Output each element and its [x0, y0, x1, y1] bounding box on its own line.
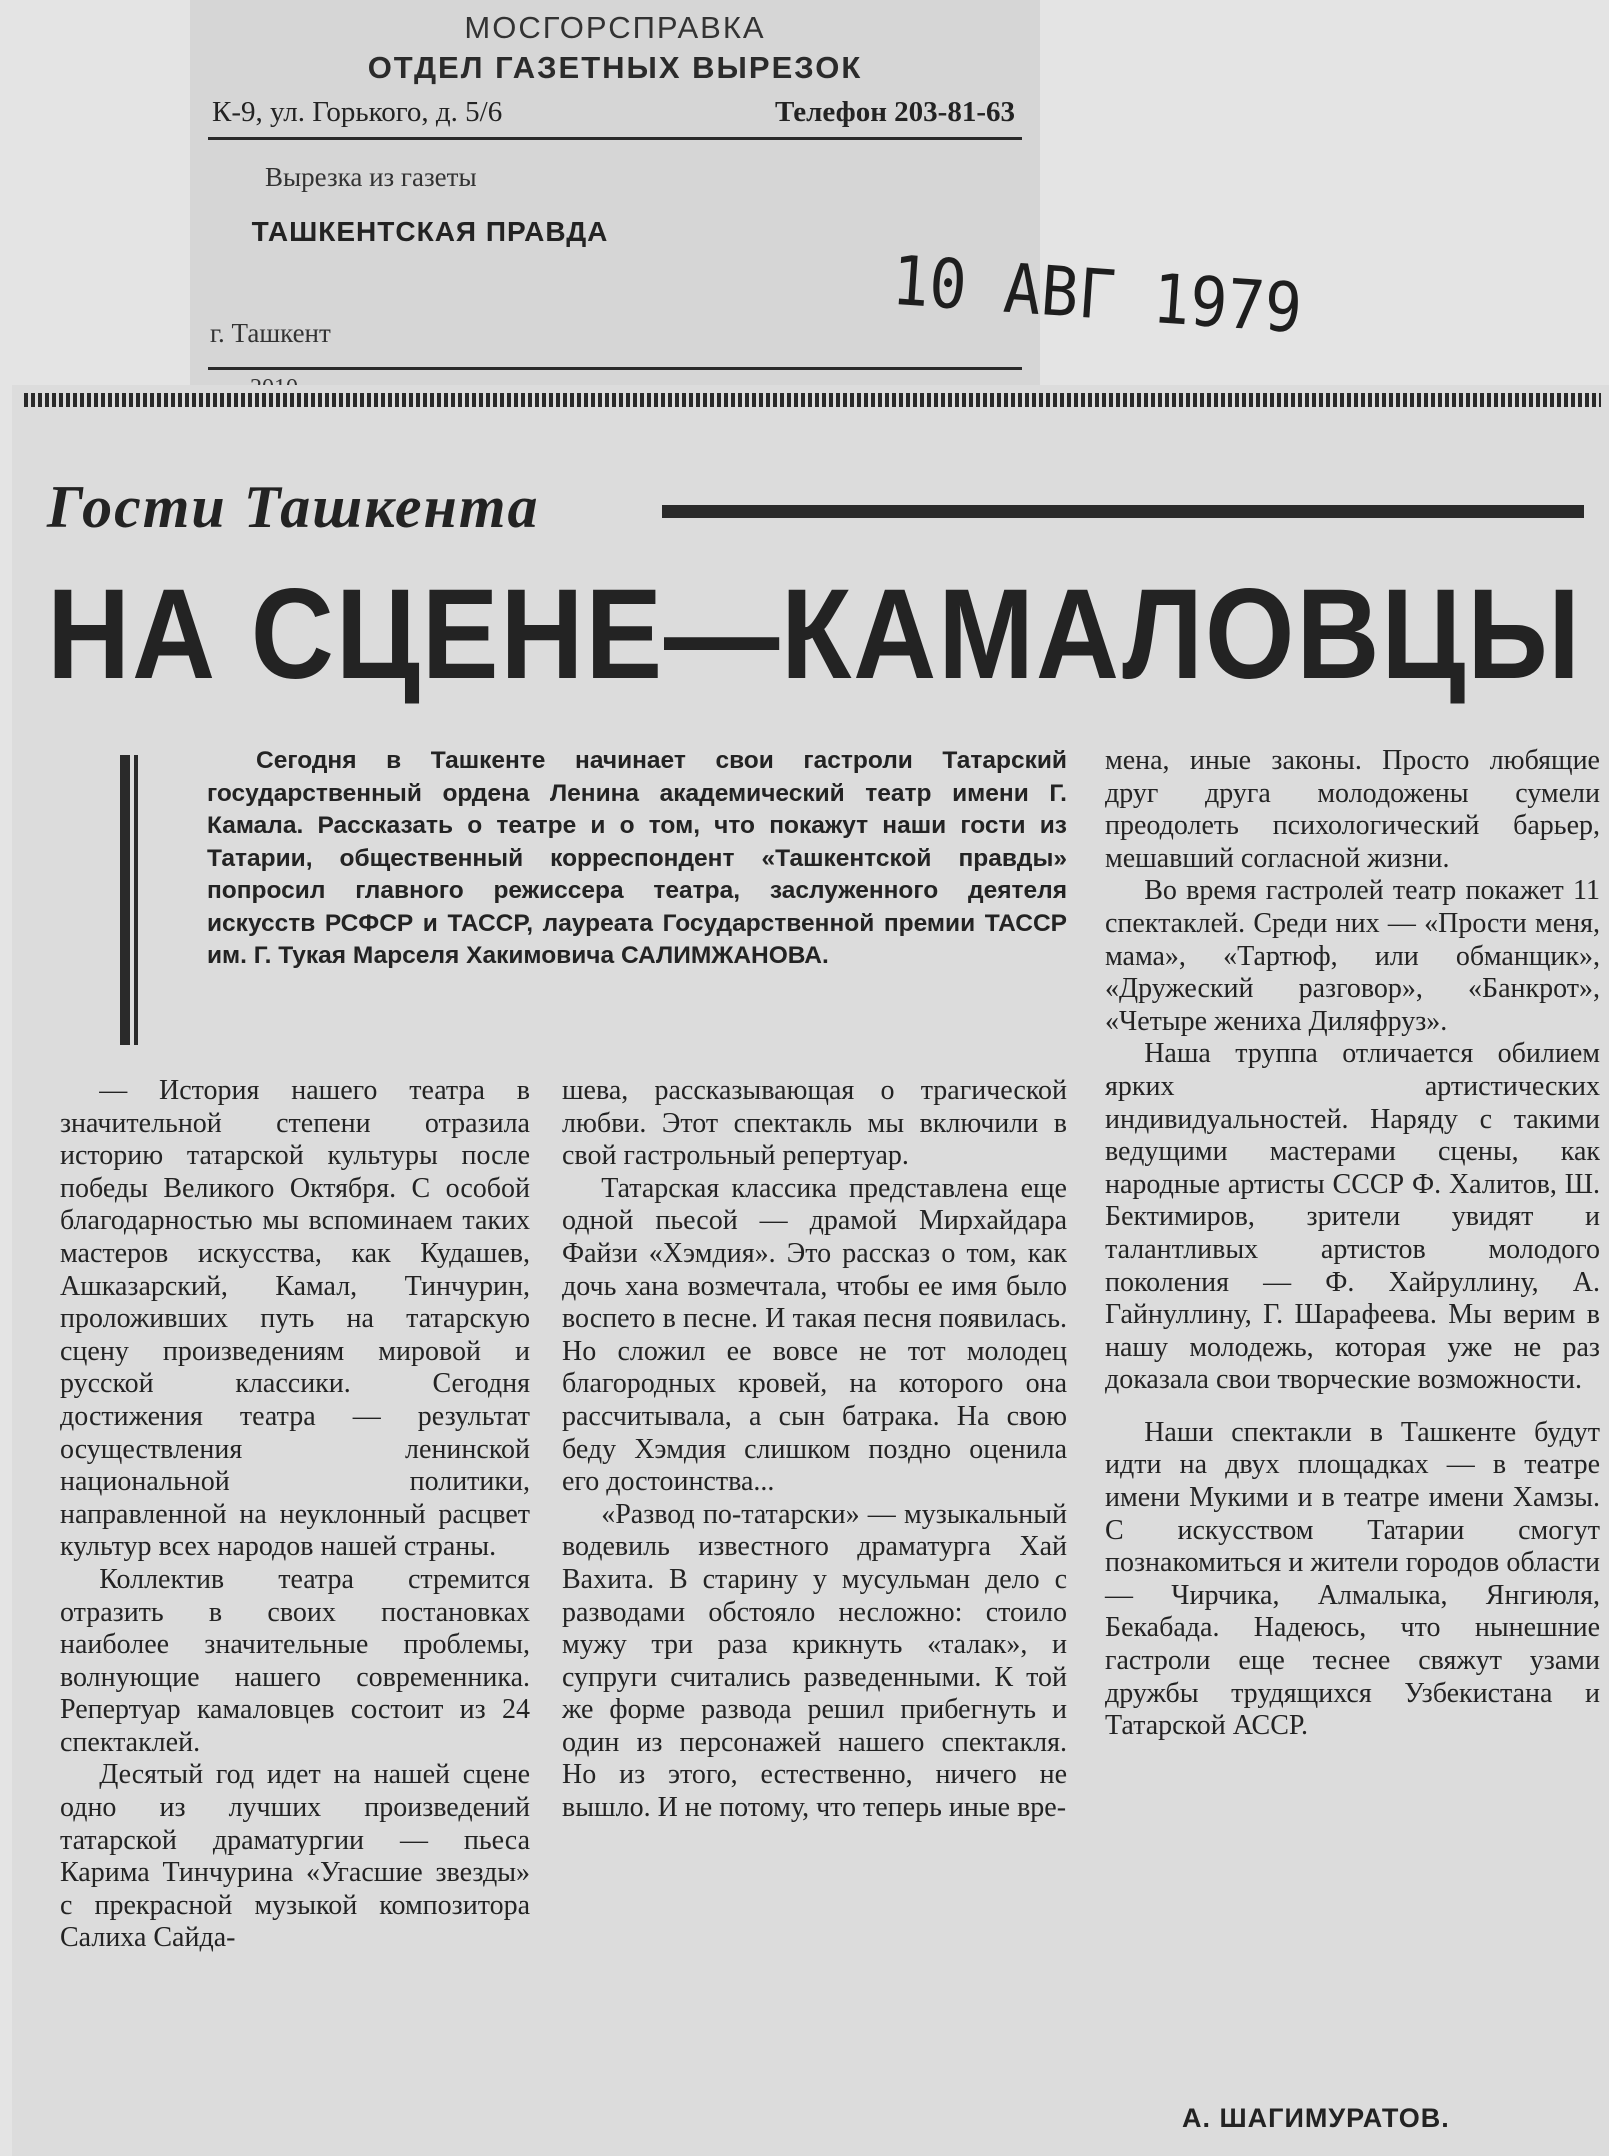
department-name: ОТДЕЛ ГАЗЕТНЫХ ВЫРЕЗОК [367, 50, 863, 85]
paragraph: Десятый год идет на нашей сцене одно из лучших произведений татарской драматургии — пьеса Карима Тинчурина «Угасшие звезды» с прекрасной музыкой композитора Салиха Сайда- [60, 1759, 530, 1954]
paragraph: — История нашего театра в значительной степени отразила историю татарской культуры после победы Великого Октября. С особой благодарностью мы вспоминаем таких мастеров искусства, как Кудашев, Ашказарский, Камал, Тинчурин, проложивших путь на татарскую сцену произведениям мировой и русской классики. Сегодня достижения театра — результат осуществления ленинской национальной политики, направленной на неуклонный расцвет культур всех народов нашей страны. [60, 1075, 530, 1563]
cutting-label: Вырезка из газеты [265, 162, 477, 192]
text-column-1 [60, 1075, 530, 1955]
author-signature: А. ШАГИМУРАТОВ. [1182, 2103, 1450, 2133]
paragraph: мена, иные законы. Просто любящие друг друга молодожены сумели преодолеть психологический барьер, мешавший согласной жизни. [1105, 745, 1600, 874]
bureau-phone: Телефон 203-81-63 [775, 96, 1015, 128]
article-lead: Сегодня в Ташкенте начинает свои гастроли Татарский государственный ордена Ленина академический театр имени Г. Камала. Рассказать о театре и о том, что покажут наши гости из Татарии, общественный корреспондент «Ташкентской правды» попросил главного режиссера театра, заслуженного деятеля искусств РСФСР и ТАССР, лауреата Государственной премии ТАССР им. Г. Тукая Марселя Хакимовича САЛИМЖАНОВА. [207, 747, 1067, 969]
lead-marker-bar-thin [134, 755, 138, 1045]
paragraph: Во время гастролей театр покажет 11 спектаклей. Среди них — «Прости меня, мама», «Тартюф, или обманщик», «Дружеский разговор», «Банкрот», «Четыре жениха Диляфруз». [1105, 875, 1600, 1037]
newspaper-name: ТАШКЕНТСКАЯ ПРАВДА [251, 216, 609, 247]
paragraph: Татарская классика представлена еще одной пьесой — драмой Мирхайдара Файзи «Хэмдия». Это рассказ о том, как дочь хана возмечтала, чтобы ее имя было воспето в песне. И такая песня появилась. Но сложил ее вовсе не тот молодец благородных кровей, на которого она рассчитывала, а сын батрака. На свою беду Хэмдия слишком поздно оценила его достоинства... [562, 1172, 1067, 1498]
bureau-address: К-9, ул. Горького, д. 5/6 [212, 96, 503, 128]
lead-marker-bar [120, 755, 130, 1045]
slip-bottom-divider [208, 367, 1022, 370]
paragraph: Наши спектакли в Ташкенте будут идти на двух площадках — в театре имени Мукими и в театре имени Хамзы. С искусством Татарии смогут познакомиться и жители городов области — Чирчика, Алмалыка, Янгиюля, Бекабада. Надеюсь, что нынешние гастроли еще теснее свяжут узами дружбы трудящихся Узбекистана и Татарской АССР. [1105, 1416, 1600, 1742]
bureau-name: МОСГОРСПРАВКА [464, 10, 766, 45]
newspaper-city: г. Ташкент [210, 318, 331, 348]
perforated-edge [24, 393, 1601, 407]
rubric-rule [662, 505, 1584, 518]
text-column-3 [1105, 745, 1600, 1743]
paragraph: шева, рассказывающая о трагической любви. Этот спектакль мы включили в свой гастрольный репертуар. [562, 1075, 1067, 1172]
clipping-bureau-slip [190, 0, 1305, 400]
rubric-title: Гости Ташкента [47, 474, 540, 540]
slip-divider [208, 137, 1022, 140]
text-column-2 [562, 1075, 1067, 1825]
paragraph: «Развод по-татарски» — музыкальный водевиль известного драматурга Хай Вахита. В старину у мусульман дело с разводами обстояло несложно: стоило мужу три раза крикнуть «талак», и супруги считались разведенными. К той же форме развода решил прибегнуть и один из персонажей нашего спектакля. Но из этого, естественно, ничего не вышло. И не потому, что теперь иные вре- [562, 1498, 1067, 1824]
date-stamp: 10 АВГ 1979 [889, 240, 1305, 349]
paragraph: Коллектив театра стремится отразить в своих постановках наиболее значительные проблемы, волнующие нашего современника. Репертуар камаловцев состоит из 24 спектаклей. [60, 1563, 530, 1758]
article-headline: НА СЦЕНЕ—КАМАЛОВЦЫ [47, 563, 1582, 706]
newspaper-clipping [12, 385, 1609, 2156]
paragraph: Наша труппа отличается обилием ярких артистических индивидуальностей. Наряду с такими ведущими мастерами сцены, как народные артисты СССР Ф. Халитов, Ш. Бектимиров, зрители увидят и талантливых артистов молодого поколения — Ф. Хайруллину, А. Гайнуллину, Г. Шарафеева. Мы верим в нашу молодежь, которая уже не раз доказала свои творческие возможности. [1105, 1038, 1600, 1396]
